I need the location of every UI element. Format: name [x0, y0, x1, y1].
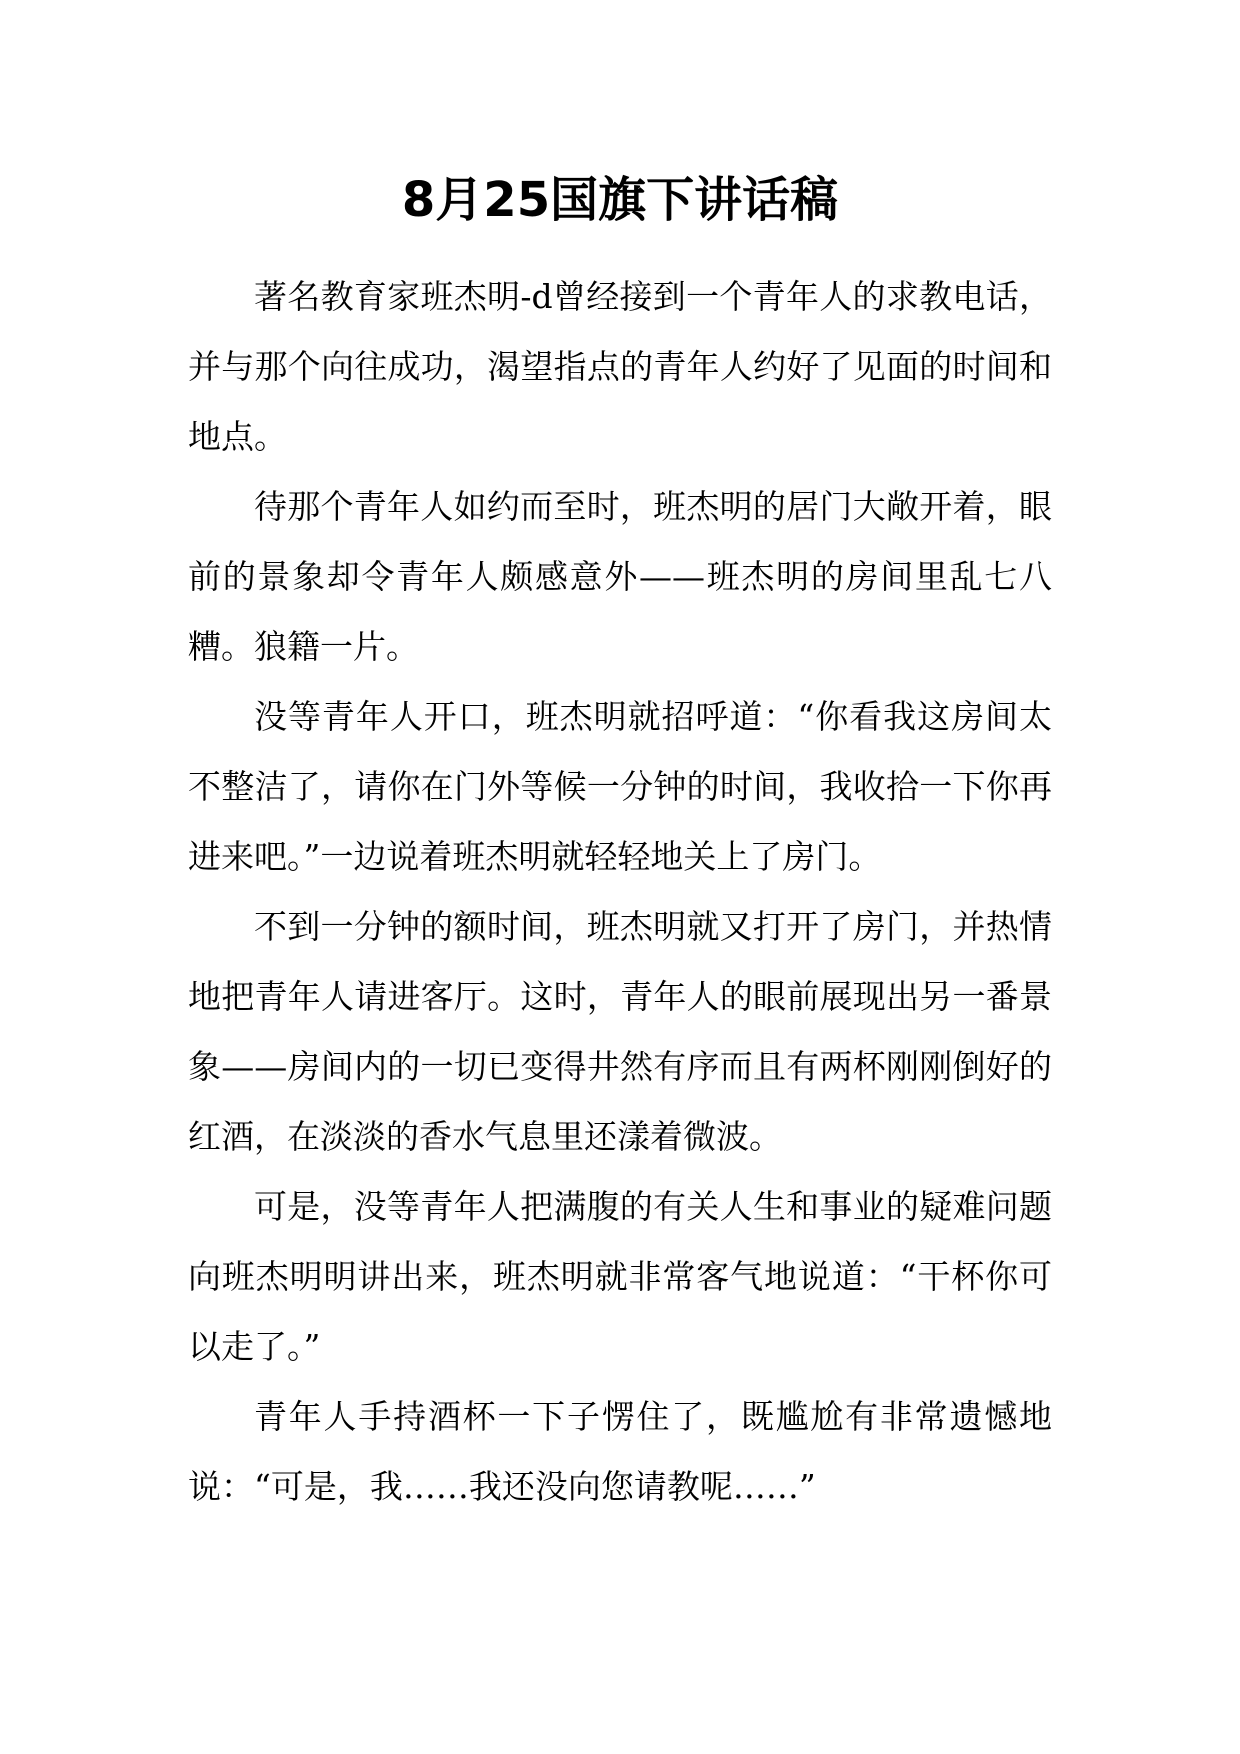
paragraph: 不到一分钟的额时间，班杰明就又打开了房门，并热情地把青年人请进客厅。这时，青年人的眼前展现出另一番景象——房间内的一切已变得井然有序而且有两杯刚刚倒好的红酒，在淡淡的香水气息里还漾着微波。: [188, 907, 1052, 1156]
document-title: 8月25国旗下讲话稿: [401, 172, 839, 228]
paragraph: 待那个青年人如约而至时，班杰明的居门大敞开着，眼前的景象却令青年人颇感意外——班杰明的房间里乱七八糟。狼籍一片。: [188, 487, 1052, 666]
paragraph: 可是，没等青年人把满腹的有关人生和事业的疑难问题向班杰明明讲出来，班杰明就非常客气地说道：“干杯你可以走了。”: [188, 1187, 1052, 1366]
paragraph: 没等青年人开口，班杰明就招呼道：“你看我这房间太不整洁了，请你在门外等候一分钟的时间，我收拾一下你再进来吧。”一边说着班杰明就轻轻地关上了房门。: [188, 697, 1052, 876]
paragraph: 著名教育家班杰明-d曾经接到一个青年人的求教电话，并与那个向往成功，渴望指点的青年人约好了见面的时间和地点。: [188, 277, 1052, 456]
paragraph: 青年人手持酒杯一下子愣住了，既尴尬有非常遗憾地说：“可是，我……我还没向您请教呢……”: [188, 1397, 1052, 1506]
document-body: [188, 262, 1052, 1522]
